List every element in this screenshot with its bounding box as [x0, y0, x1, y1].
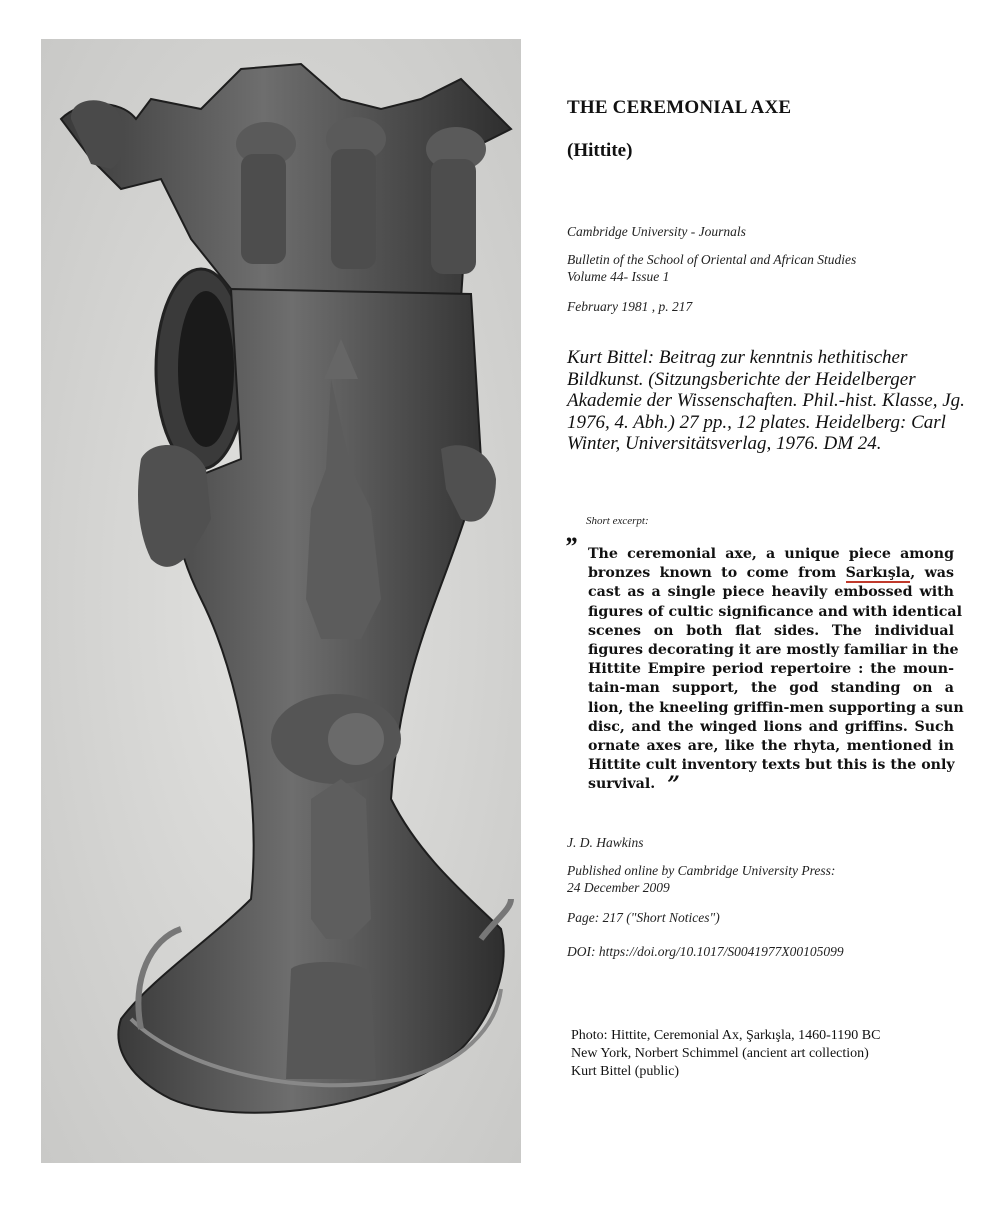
- excerpt-line: ornate axes are, like the rhyta, mentioned in: [588, 738, 954, 755]
- excerpt-line: The ceremonial axe, a unique piece among: [588, 546, 954, 562]
- axe-illustration: [41, 39, 521, 1163]
- open-quote-mark: ”: [564, 532, 577, 561]
- excerpt-line: disc, and the winged lions and griffins. Such: [588, 718, 954, 735]
- photo-credit-line1: Photo: Hittite, Ceremonial Ax, Şarkışla, 1460-1190 BC: [571, 1028, 881, 1043]
- excerpt-line: lion, the kneeling griffin-men supporting a sun: [588, 699, 964, 716]
- excerpt-line: Hittite cult inventory texts but this is the only: [588, 757, 955, 774]
- journal-volume: Volume 44- Issue 1: [567, 269, 670, 284]
- published-online-line: Published online by Cambridge University Press:: [567, 863, 836, 878]
- excerpt-line: figures of cultic significance and with identical: [588, 603, 963, 620]
- page-reference: Page: 217 ("Short Notices"): [567, 910, 720, 925]
- page-title: THE CEREMONIAL AXE: [567, 97, 792, 118]
- publication-date: February 1981 , p. 217: [567, 299, 693, 314]
- excerpt-label: Short excerpt:: [586, 515, 649, 527]
- axe-photograph: [41, 39, 521, 1163]
- excerpt-line: figures decorating it are mostly familiar in the: [588, 642, 959, 659]
- published-online: [567, 862, 927, 896]
- photo-credit-line2: New York, Norbert Schimmel (ancient art collection): [571, 1046, 869, 1061]
- photo-credit-line3: Kurt Bittel (public): [571, 1064, 680, 1079]
- journal-info: [567, 251, 947, 285]
- publisher-line: Cambridge University - Journals: [567, 224, 746, 239]
- journal-name: Bulletin of the School of Oriental and African Studies: [567, 252, 857, 267]
- close-quote-mark: ”: [667, 772, 680, 799]
- excerpt-line: bronzes known to come from Sarkışla, was: [588, 565, 954, 582]
- page-subtitle: (Hittite): [567, 140, 633, 161]
- doi-link[interactable]: DOI: https://doi.org/10.1017/S0041977X00105099: [567, 944, 844, 959]
- author-name: J. D. Hawkins: [567, 835, 644, 850]
- published-online-date: 24 December 2009: [567, 880, 670, 895]
- excerpt-line: cast as a single piece heavily embossed with: [588, 584, 954, 601]
- excerpt-line: tain-man support, the god standing on a: [588, 680, 954, 697]
- excerpt-line: scenes on both flat sides. The individual: [588, 622, 954, 639]
- excerpt-text: [588, 545, 964, 799]
- review-reference: Kurt Bittel: Beitrag zur kenntnis hethitischer Bildkunst. (Sitzungsberichte der Heidelberger Akademie der Wissenschaften. Phil.-hist. Klasse, Jg. 1976, 4. Abh.) 27 pp., 12 plates. Heidelberg: Carl Winter, Universitätsverlag, 1976. DM 24.: [567, 347, 965, 454]
- underlined-placename: Sarkışla: [845, 565, 911, 582]
- excerpt-line: survival. ”: [588, 772, 680, 799]
- excerpt-line: Hittite Empire period repertoire : the moun-: [588, 661, 954, 678]
